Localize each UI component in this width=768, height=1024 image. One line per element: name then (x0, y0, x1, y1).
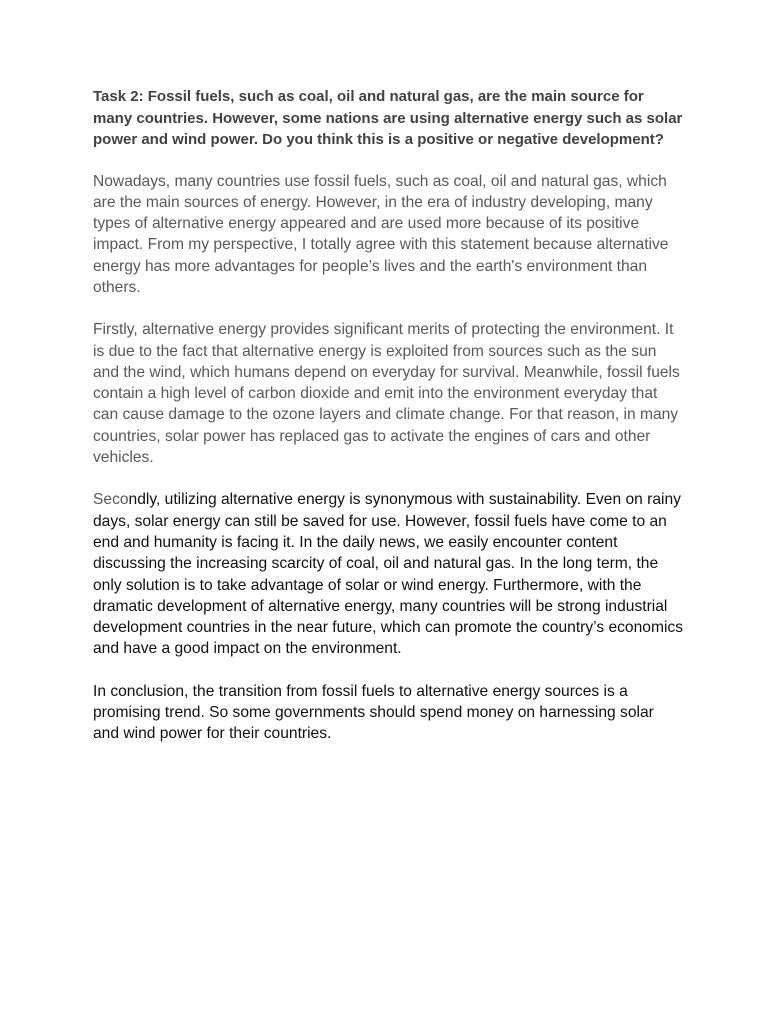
paragraph-intro: Nowadays, many countries use fossil fuels, such as coal, oil and natural gas, which are the main sources of energy. However, in the era of industry developing, many types of alternative energy appeared and are used more because of its positive impact. From my perspective, I totally agree with this statement because alternative energy has more advantages for people’s lives and the earth's environment than others. (93, 172, 669, 296)
document-page (93, 86, 683, 766)
task-prompt: Task 2: Fossil fuels, such as coal, oil and natural gas, are the main source for many countries. However, some nations are using alternative energy such as solar power and wind power. Do you think this is a positive or negative development? (93, 88, 683, 148)
paragraph-body-2-lead: Seco (93, 491, 129, 509)
paragraph-body-2-text: ndly, utilizing alternative energy is synonymous with sustainability. Even on rainy days, solar energy can still be saved for use. However, fossil fuels have come to an end and humanity is facing it. In the daily news, we easily encounter content discussing the increasing scarcity of coal, oil and natural gas. In the long term, the only solution is to take advantage of solar or wind energy. Furthermore, with the dramatic development of alternative energy, many countries will be strong industrial development countries in the near future, which can promote the country’s economics and have a good impact on the environment. (93, 491, 683, 658)
paragraph-body-2 (93, 489, 683, 659)
paragraph-body-1: Firstly, alternative energy provides significant merits of protecting the environment. It is due to the fact that alternative energy is exploited from sources such as the sun and the wind, which humans depend on everyday for survival. Meanwhile, fossil fuels contain a high level of carbon dioxide and emit into the environment everyday that can cause damage to the ozone layers and climate change. For that reason, in many countries, solar power has replaced gas to activate the engines of cars and other vehicles. (93, 321, 680, 467)
paragraph-conclusion: In conclusion, the transition from fossil fuels to alternative energy sources is a promising trend. So some governments should spend money on harnessing solar and wind power for their countries. (93, 682, 654, 743)
